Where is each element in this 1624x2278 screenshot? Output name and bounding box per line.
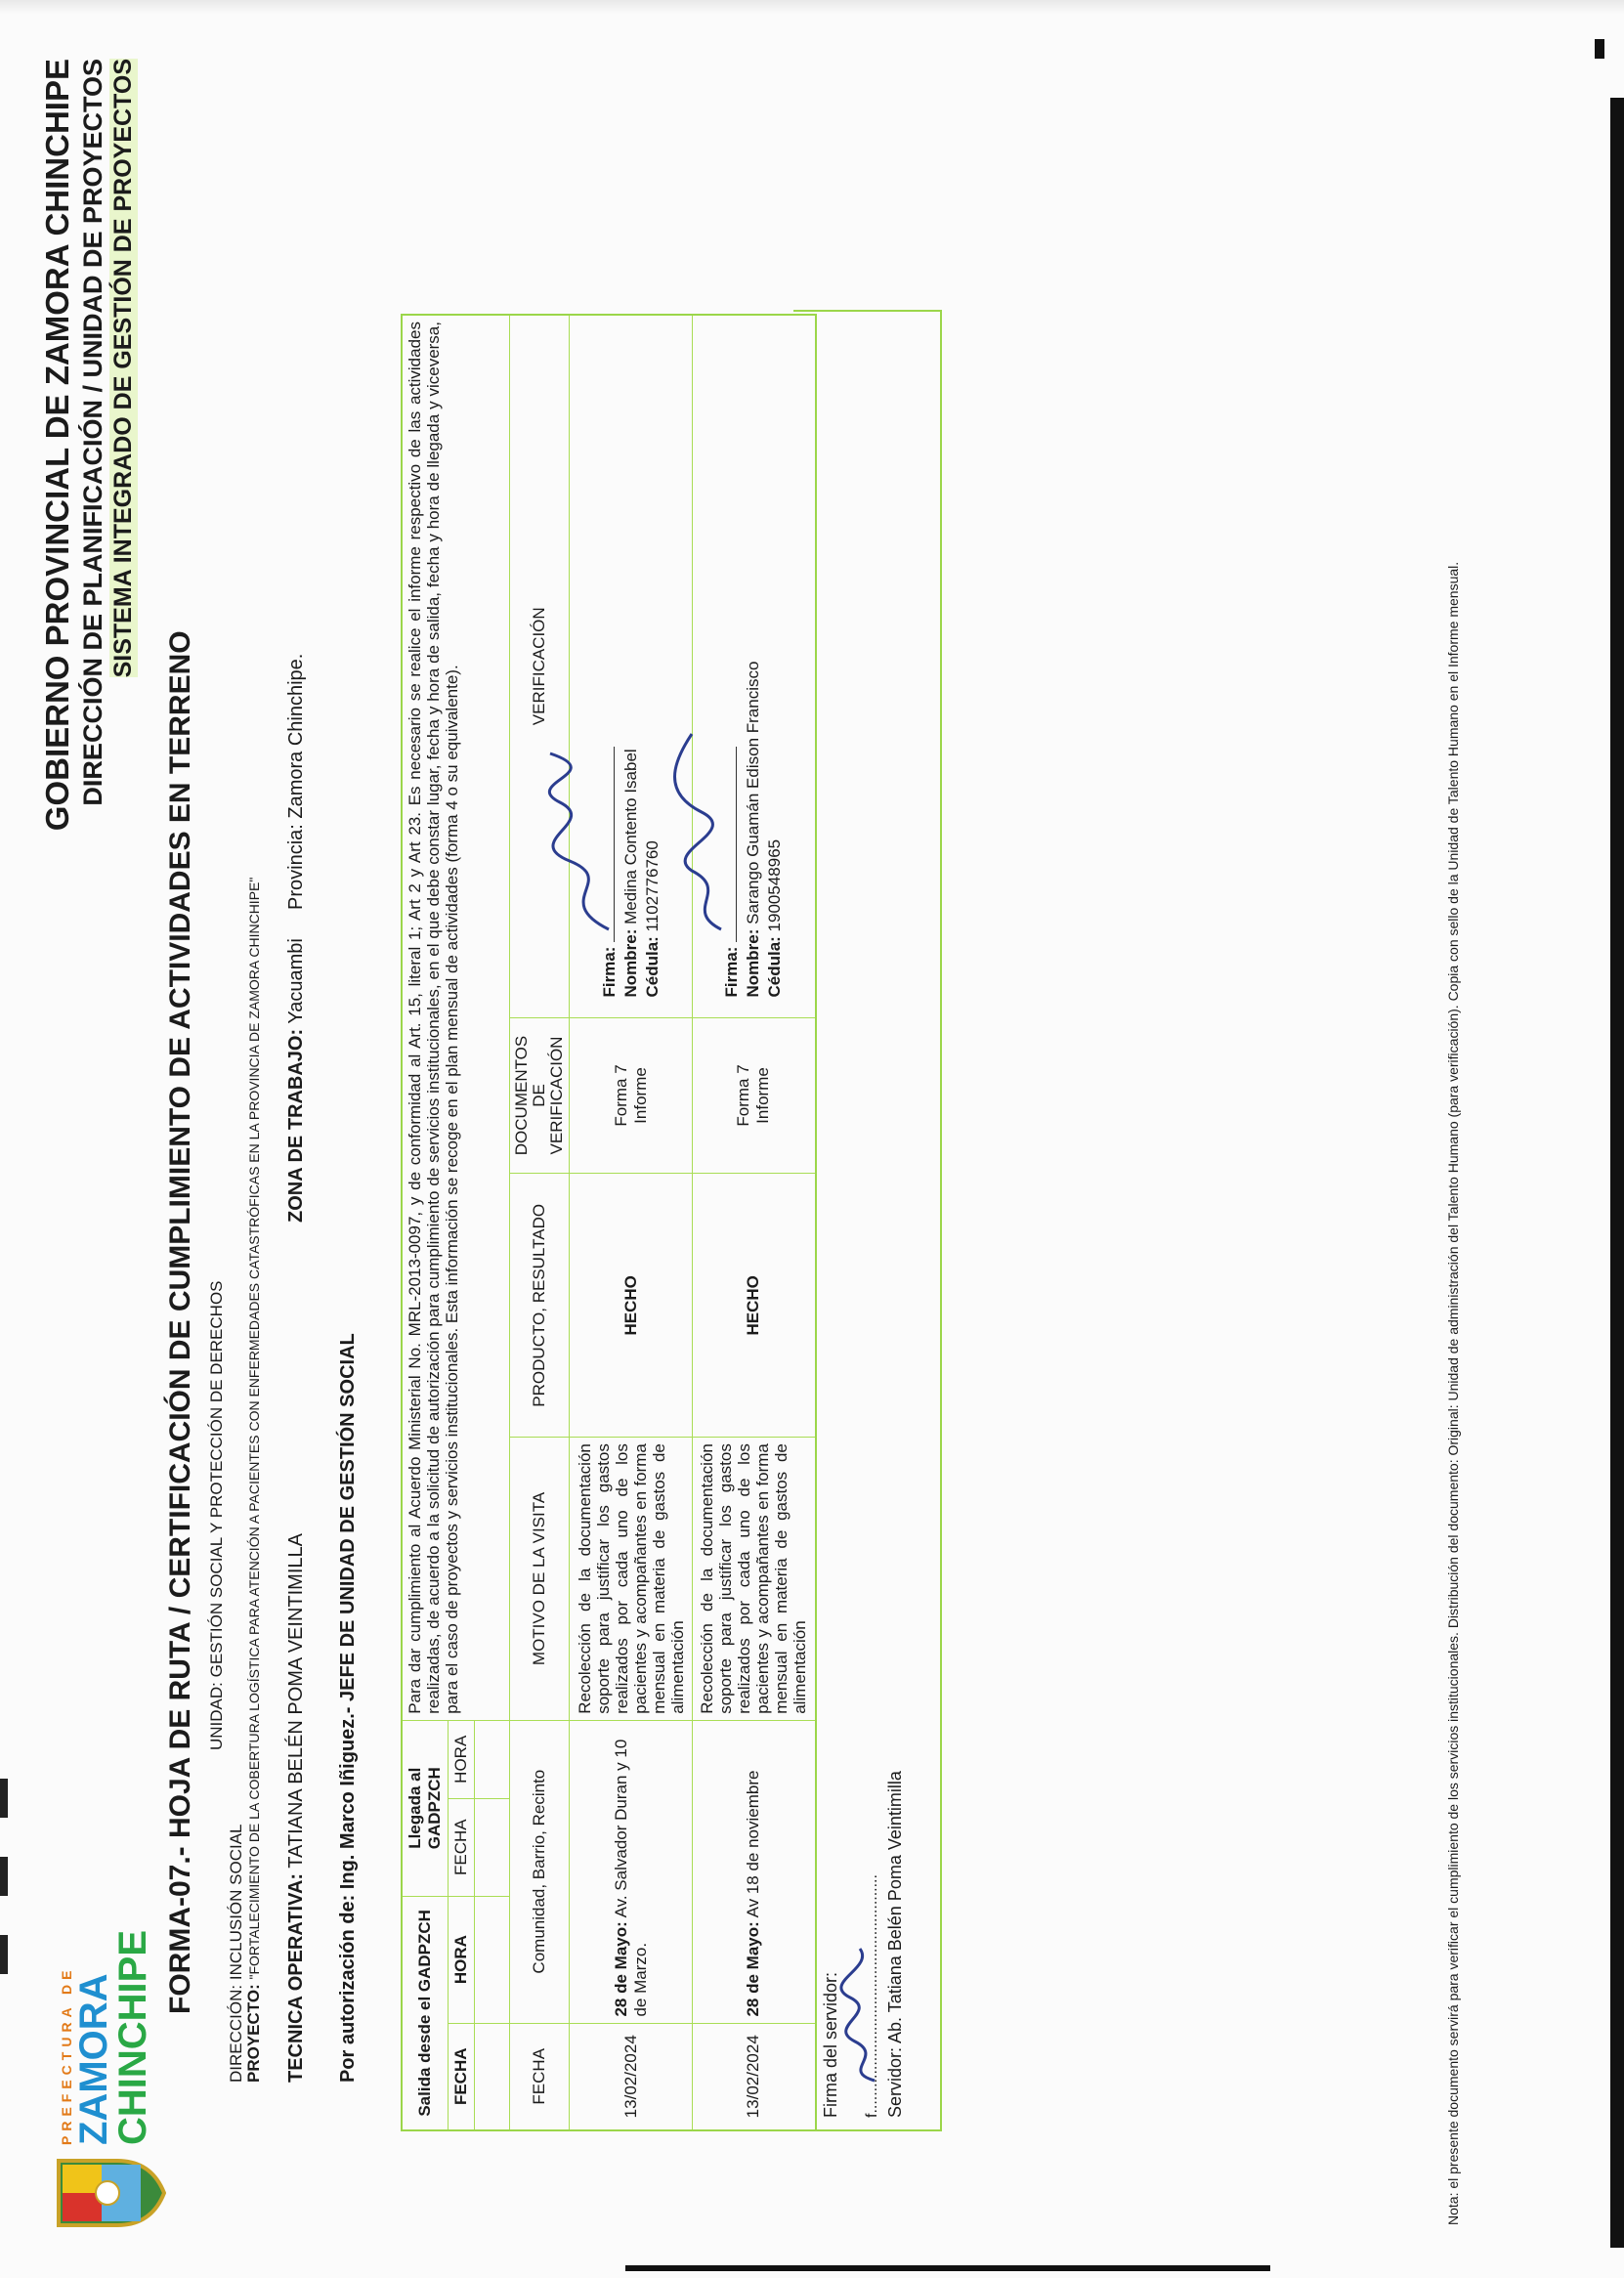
table-row [570,315,693,2130]
salida-header: Salida desde el GADPZCH [402,1896,449,2130]
prefectura-logo [39,1929,186,2239]
title-sistema: SISTEMA INTEGRADO DE GESTIÓN DE PROYECTOS [109,59,137,678]
row-doc2: Informe [753,1067,773,1124]
llegada-hora-cell [475,1720,510,1798]
provincia-line [285,654,308,910]
row-doc1: Forma 7 [611,1064,630,1127]
zona-label: ZONA DE TRABAJO: [285,1028,307,1223]
signature-icon [540,744,628,939]
salida-hora-cell [475,1896,510,2023]
servidor-name: Servidor: Ab. Tatiana Belén Poma Veintimilla [885,1771,905,2118]
row-documentos [570,1017,693,1174]
logo-line1: ZAMORA [72,1973,115,2145]
tecnica-label: TECNICA OPERATIVA: [285,1872,307,2083]
provincia-value: Zamora Chinchipe. [285,653,307,819]
unidad-label: UNIDAD: [207,1682,226,1750]
salida-fecha-header: FECHA [449,2023,475,2130]
direccion-value: INCLUSIÓN SOCIAL [227,1824,245,1981]
row-producto: HECHO [570,1174,693,1438]
zona-value: Yacuambi [285,938,307,1024]
autorizacion-line: Por autorización de: Ing. Marco Iñiguez.- JEFE DE UNIDAD DE GESTIÓN SOCIAL [337,1333,359,2083]
row-firma-label: Firma: [599,946,619,998]
coat-of-arms-icon [49,2155,166,2231]
col-documentos: DOCUMENTOS DE VERIFICACIÓN [510,1017,570,1174]
row-cedula: 1102776760 [642,840,662,932]
row-firma-label: Firma: [722,946,742,998]
nota-footer: Nota: el presente documento servirá para verificar el cumplimiento de los servicios institucionales. Distribución del documento: Original: Unidad de administración del Talento Humano (para verificación). Copia con sello de la Unidad de Talento Humano en el Informe mensual. [1445,561,1461,2225]
intro-text: Para dar cumplimiento al Acuerdo Ministerial No. MRL-2013-0097, y de conformidad al Art. 15, literal 1; Art 2 y Art 23. Es necesario se realice el informe respectivo de las actividades realizadas, de acuerdo a la solicitud de autorización para cumplimiento de servicios institucionales, en el que debe constar lugar, fecha y hora de salida, fecha y hora de llegada y viceversa, para el caso de proyectos y servicios institucionales. Esta información se recoge en el plan mensual de actividades (forma 4 o su equivalente). [402,315,510,1720]
proyecto-label: PROYECTO: [244,1984,263,2083]
hoja-de-ruta-table [401,314,817,2131]
proyecto-line [244,878,264,2083]
logo-small-text: PREFECTURA DE [59,1965,74,2145]
row-lugar-bold: 28 de Mayo: [744,1921,763,2017]
row-nombre: Medina Contento Isabel [620,749,640,924]
row-fecha: 13/02/2024 [570,2023,693,2130]
row-lugar [570,1720,693,2023]
llegada-fecha-header: FECHA [449,1798,475,1896]
provincia-label: Provincia: [285,824,307,910]
col-producto: PRODUCTO, RESULTADO [510,1174,570,1438]
row-motivo: Recolección de la documentación soporte para justificar los gastos realizados por cada uno de los pacientes y acompañantes en forma mensual en materia de gastos de alimentación [693,1438,816,1721]
tecnica-line [285,1533,308,2083]
row-cedula: 1900548965 [765,838,785,932]
row-nombre-label: Nombre: [744,928,763,998]
unidad-value: GESTIÓN SOCIAL Y PROTECCIÓN DE DERECHOS [207,1280,226,1678]
row-doc1: Forma 7 [734,1064,753,1127]
row-nombre: Sarango Guamán Edison Francisco [744,661,763,924]
row-lugar-bold: 28 de Mayo: [611,1921,630,2017]
col-comunidad: Comunidad, Barrio, Recinto [510,1720,570,2023]
row-cedula-label: Cédula: [765,936,785,998]
salida-hora-header: HORA [449,1896,475,2023]
firma-servidor-label: Firma del servidor: [821,1971,840,2118]
direccion-label: DIRECCIÓN: [227,1984,245,2083]
tecnica-value: TATIANA BELÉN POMA VEINTIMILLA [285,1533,307,1869]
llegada-fecha-cell [475,1798,510,1896]
forma-title: FORMA-07.- HOJA DE RUTA / CERTIFICACIÓN DE CUMPLIMIENTO DE ACTIVIDADES EN TERRENO [164,630,196,2014]
row-cedula-label: Cédula: [642,936,662,998]
col-fecha: FECHA [510,2023,570,2130]
llegada-hora-header: HORA [449,1720,475,1798]
row-motivo: Recolección de la documentación soporte para justificar los gastos realizados por cada uno de los pacientes y acompañantes en forma mensual en materia de gastos de alimentación [570,1438,693,1721]
unidad-line [207,1280,227,1750]
row-fecha: 13/02/2024 [693,2023,816,2130]
row-producto: HECHO [693,1174,816,1438]
direccion-line [227,1824,246,2083]
proyecto-value: "FORTALECIMIENTO DE LA COBERTURA LOGÍSTICA PARA ATENCIÓN A PACIENTES CON ENFERMEDADES CATASTRÓFICAS EN LA PROVINCIA DE ZAMORA CHINCHIPE" [246,877,262,1980]
logo-line2: CHINCHIPE [111,1929,154,2145]
row-nombre-label: Nombre: [620,928,640,998]
firma-servidor-box [793,310,942,2131]
firma-line: f....................................................... [864,1874,880,2118]
title-gobierno: GOBIERNO PROVINCIAL DE ZAMORA CHINCHIPE [39,59,75,832]
signature-icon [662,724,750,939]
zona-line [285,938,308,1223]
row-doc2: Informe [630,1067,650,1124]
salida-fecha-cell [475,2023,510,2130]
row-lugar-text: Av 18 de noviembre [744,1770,763,1918]
col-verificacion: VERIFICACIÓN [510,315,570,1017]
row-lugar-text: Av. Salvador Duran y 10 de Marzo. [611,1739,650,2017]
llegada-header: Llegada al GADPZCH [402,1720,449,1896]
col-motivo: MOTIVO DE LA VISITA [510,1438,570,1721]
title-direccion: DIRECCIÓN DE PLANIFICACIÓN / UNIDAD DE PROYECTOS [78,59,107,806]
